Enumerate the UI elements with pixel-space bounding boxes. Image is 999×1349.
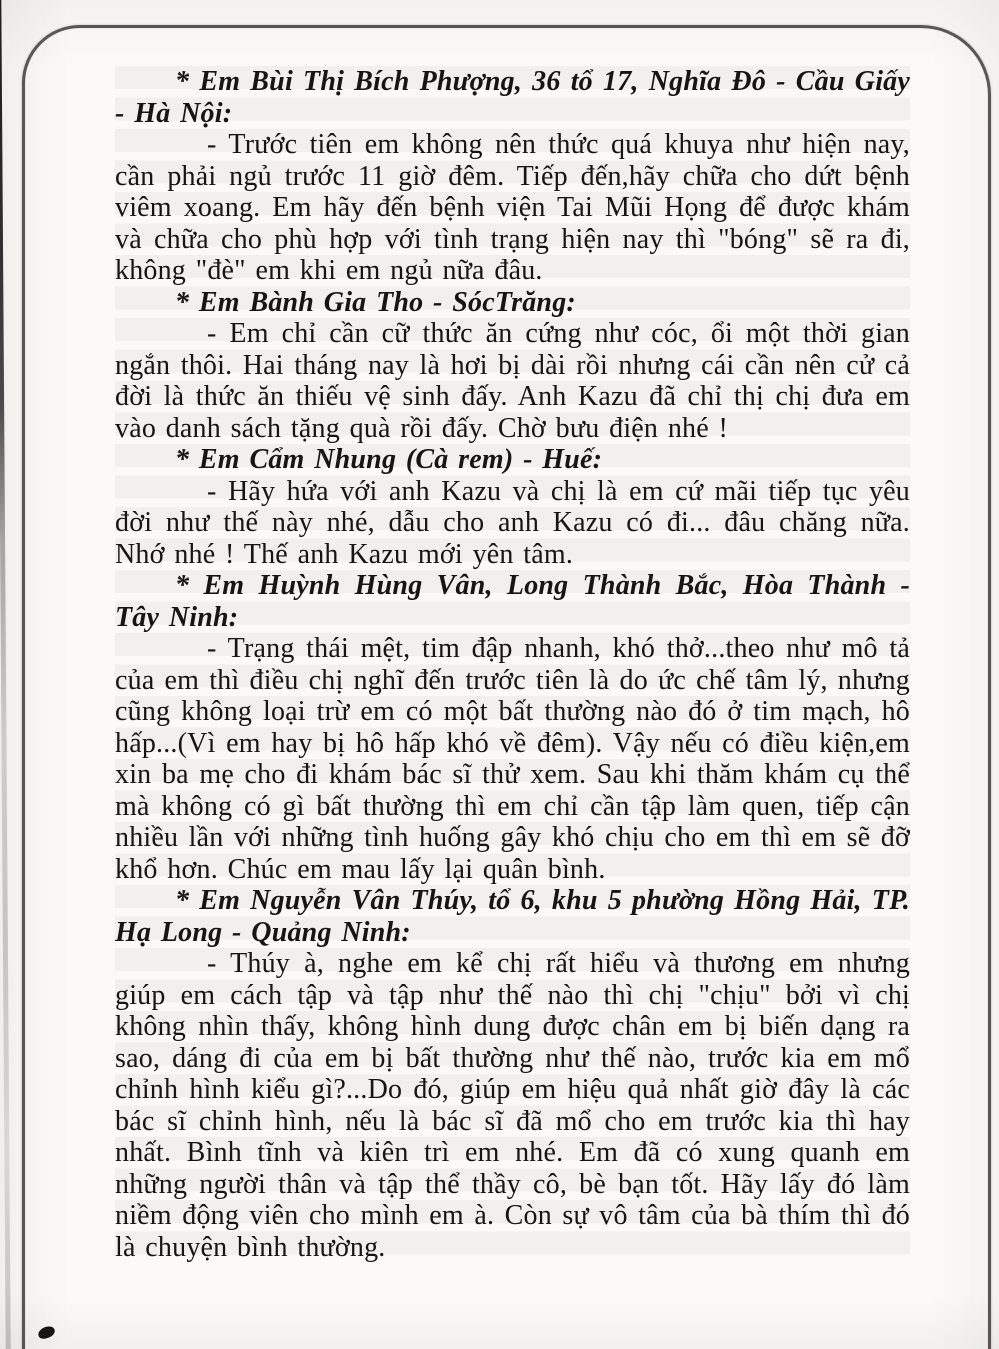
entry-heading: * Em Bành Gia Tho - SócTrăng:	[175, 286, 576, 318]
advice-entry	[115, 885, 910, 1263]
entry-heading: * Em Cẩm Nhung (Cà rem) - Huế:	[175, 444, 603, 475]
entry-body: - Trạng thái mệt, tim đập nhanh, khó thở...theo như mô tả của em thì điều chị nghĩ đến trước tiên là do ức chế tâm lý, nhưng cũng không loại trừ em có một bất thường nào đó ở tim mạch, hô hấp...(Vì em hay bị hô hấp khó về đêm). Vậy nếu có điều kiện,em xin ba mẹ cho đi khám bác sĩ thử xem. Sau khi thăm khám cụ thể mà không có gì bất thường thì em chỉ cần tập làm quen, tiếp cận nhiều lần với những tình huống gây khó chịu cho em thì em sẽ đỡ khổ hơn. Chúc em mau lấy lại quân bình.	[115, 633, 910, 885]
entry-heading: * Em Huỳnh Hùng Vân, Long Thành Bắc, Hòa Thành - Tây Ninh:	[115, 570, 910, 633]
advice-entry	[115, 444, 910, 570]
advice-entry	[115, 66, 910, 287]
advice-entry	[115, 287, 910, 445]
entry-heading: * Em Bùi Thị Bích Phượng, 36 tổ 17, Nghĩa Đô - Cầu Giấy - Hà Nội:	[115, 66, 910, 129]
entry-body: - Trước tiên em không nên thức quá khuya như hiện nay, cần phải ngủ trước 11 giờ đêm. Tiếp đến,hãy chữa cho dứt bệnh viêm xoang. Em hãy đến bệnh viện Tai Mũi Họng để được khám và chữa cho phù hợp với tình trạng hiện nay thì "bóng" sẽ ra đi, không "đè" em khi em ngủ nữa đâu.	[115, 129, 910, 286]
book-spine-scan-edge	[0, 0, 11, 1349]
advice-entry	[115, 570, 910, 885]
entry-body: - Hãy hứa với anh Kazu và chị là em cứ mãi tiếp tục yêu đời như thế này nhé, dẫu cho anh Kazu có đi... đâu chăng nữa. Nhớ nhé ! Thế anh Kazu mới yên tâm.	[115, 475, 910, 570]
entry-body: - Thúy à, nghe em kể chị rất hiểu và thương em nhưng giúp em cách tập và tập như thế nào thì chị "chịu" bởi vì chị không nhìn thấy, không hình dung được chân em bị biến dạng ra sao, dáng đi của em bị bất thường như thế nào, trước kia em mổ chỉnh hình kiểu gì?...Do đó, giúp em hiệu quả nhất giờ đây là các bác sĩ chỉnh hình, nếu là bác sĩ đã mổ cho em trước kia thì hay nhất. Bình tĩnh và kiên trì em nhé. Em đã có xung quanh em những người thân và tập thể thầy cô, bè bạn tốt. Hãy lấy đó làm niềm động viên cho mình em à. Còn sự vô tâm của bà thím thì đó là chuyện bình thường.	[115, 948, 910, 1263]
advice-column	[115, 66, 910, 1263]
entry-heading: * Em Nguyễn Vân Thúy, tổ 6, khu 5 phường Hồng Hải, TP. Hạ Long - Quảng Ninh:	[115, 885, 910, 948]
entry-body: - Em chỉ cần cữ thức ăn cứng như cóc, ổi một thời gian ngắn thôi. Hai tháng nay là hơi bị dài rồi nhưng cái cần nên cử cả đời là thức ăn thiếu vệ sinh đấy. Anh Kazu đã chỉ thị chị đưa em vào danh sách tặng quà rồi đấy. Chờ bưu điện nhé !	[115, 318, 910, 444]
